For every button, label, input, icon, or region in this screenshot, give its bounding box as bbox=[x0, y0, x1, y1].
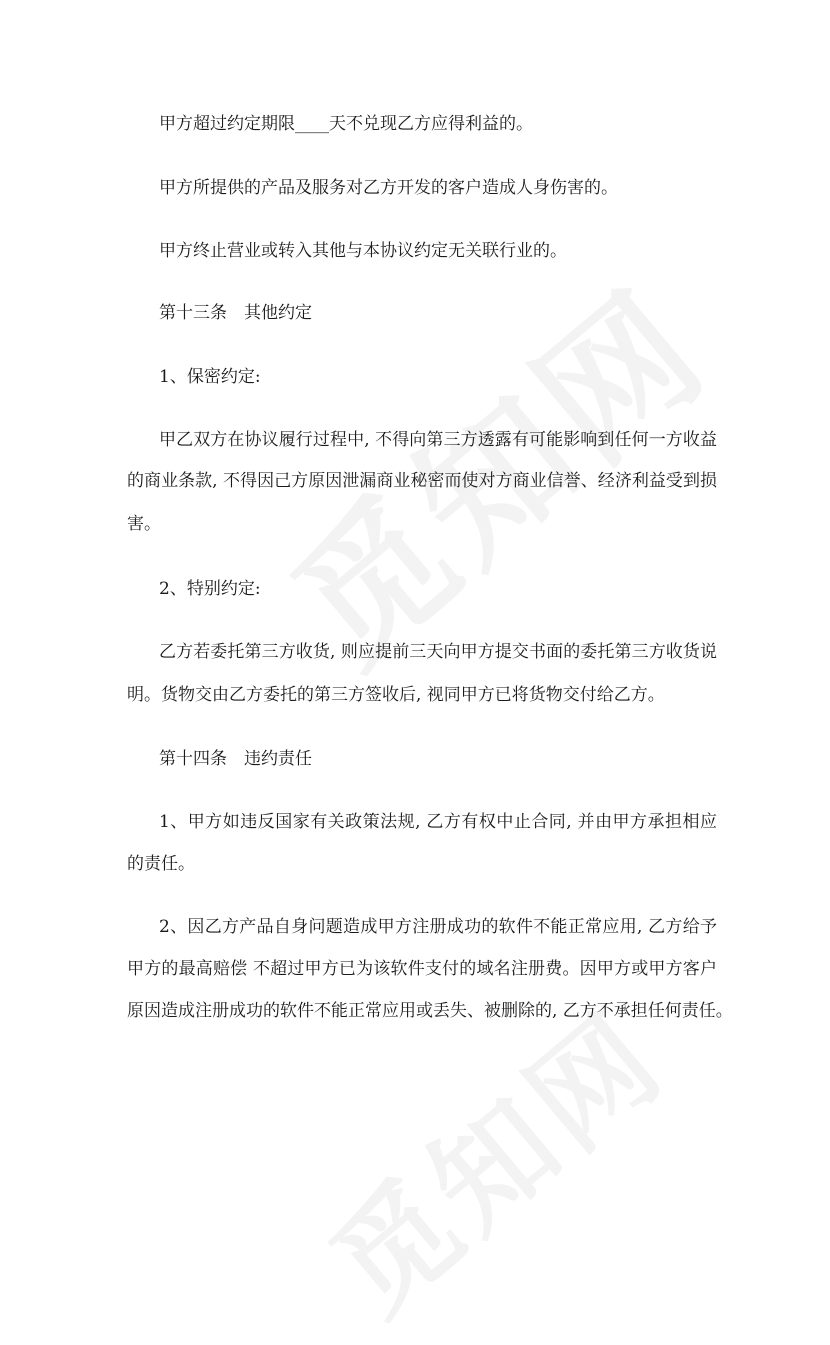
paragraph-line: 原因造成注册成功的软件不能正常应用或丢失、被删除的, 乙方不承担任何责任。 bbox=[127, 1001, 733, 1021]
section-heading: 第十四条 违约责任 bbox=[159, 749, 312, 769]
section-heading: 第十三条 其他约定 bbox=[159, 303, 312, 323]
paragraph-line: 2、因乙方产品自身问题造成甲方注册成功的软件不能正常应用, 乙方给予 bbox=[159, 917, 717, 937]
paragraph-line: 乙方若委托第三方收货, 则应提前三天向甲方提交书面的委托第三方收货说 bbox=[159, 642, 717, 662]
paragraph-line: 1、甲方如违反国家有关政策法规, 乙方有权中止合同, 并由甲方承担相应 bbox=[159, 812, 717, 832]
paragraph-line: 明。货物交由乙方委托的第三方签收后, 视同甲方已将货物交付给乙方。 bbox=[127, 685, 665, 705]
paragraph-line: 甲方的最高赔偿 不超过甲方已为该软件支付的域名注册费。因甲方或甲方客户 bbox=[127, 959, 717, 979]
subsection-heading: 1、保密约定: bbox=[159, 367, 261, 387]
paragraph-line: 甲方终止营业或转入其他与本协议约定无关联行业的。 bbox=[159, 241, 567, 261]
subsection-heading: 2、特别约定: bbox=[159, 579, 261, 599]
paragraph-line: 的商业条款, 不得因己方原因泄漏商业秘密而使对方商业信誉、经济利益受到损 bbox=[127, 471, 717, 491]
paragraph-line: 甲方超过约定期限____天不兑现乙方应得利益的。 bbox=[159, 114, 533, 134]
paragraph-line: 甲方所提供的产品及服务对乙方开发的客户造成人身伤害的。 bbox=[159, 178, 618, 198]
paragraph-line: 的责任。 bbox=[127, 854, 195, 874]
paragraph-line: 甲乙双方在协议履行过程中, 不得向第三方透露有可能影响到任何一方收益 bbox=[159, 430, 717, 450]
watermark-bottom bbox=[290, 967, 695, 1345]
paragraph-line: 害。 bbox=[127, 514, 161, 534]
